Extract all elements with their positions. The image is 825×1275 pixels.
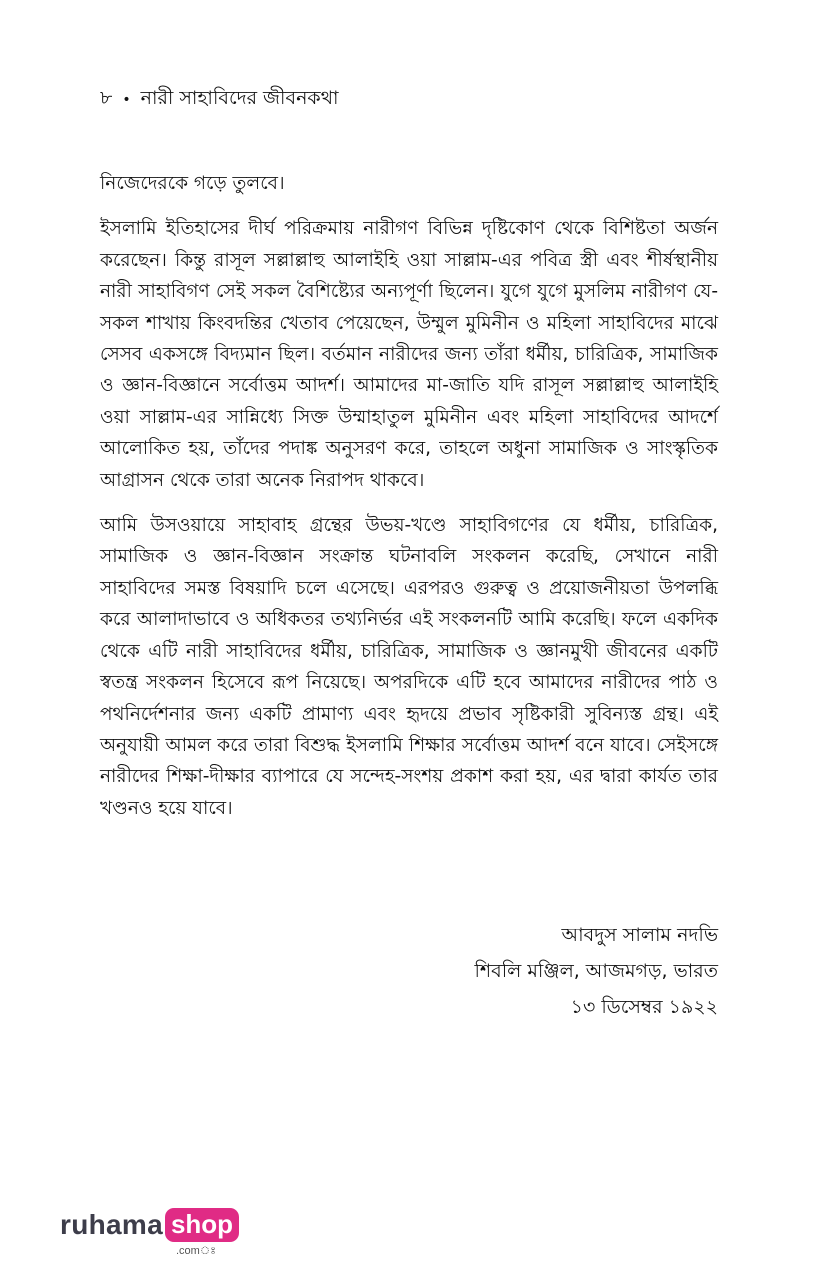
logo-shop-badge: shop	[165, 1208, 239, 1242]
body-text	[100, 168, 718, 838]
header-separator: •	[122, 92, 131, 108]
signature-date: ১৩ ডিসেম্বর ১৯২২	[570, 996, 718, 1018]
author-place: শিবলি মঞ্জিল, আজমগড়, ভারত	[474, 960, 718, 982]
author-name: আবদুস সালাম নদভি	[561, 924, 718, 946]
running-header	[100, 84, 339, 116]
paragraph-3: আমি উসওয়ায়ে সাহাবাহ গ্রন্থের উভয়-খণ্ডে সাহাবিগণের যে ধর্মীয়, চারিত্রিক, সামাজিক ও জ্ঞান-বিজ্ঞান সংক্রান্ত ঘটনাবলি সংকলন করেছি, সেখানে নারী সাহাবিদের সমস্ত বিষয়াদি চলে এসেছে। এরপরও গুরুত্ব ও প্রয়োজনীয়তা উপলব্ধি করে আলাদাভাবে ও অধিকতর তথ্যনির্ভর এই সংকলনটি আমি করেছি। ফলে একদিক থেকে এটি নারী সাহাবিদের ধর্মীয়, চারিত্রিক, সামাজিক ও জ্ঞানমুখী জীবনের একটি স্বতন্ত্র সংকলন হিসেবে রূপ নিয়েছে। অপরদিকে এটি হবে আমাদের নারীদের পাঠ ও পথনির্দেশনার জন্য একটি প্রামাণ্য এবং হৃদয়ে প্রভাব সৃষ্টিকারী সুবিন্যস্ত গ্রন্থ। এই অনুযায়ী আমল করে তারা বিশুদ্ধ ইসলামি শিক্ষার সর্বোত্তম আদর্শ বনে যাবে। সেইসঙ্গে নারীদের শিক্ষা-দীক্ষার ব্যাপারে যে সন্দেহ-সংশয় প্রকাশ করা হয়, এর দ্বারা কার্যত তার খণ্ডনও হয়ে যাবে।	[100, 515, 718, 819]
page-number: ৮	[100, 87, 113, 109]
signature-block	[474, 917, 718, 1025]
logo-domain-text: .comঃ	[176, 1245, 217, 1257]
paragraph-1: নিজেদেরকে গড়ে তুলবে।	[100, 173, 285, 194]
ruhamashop-logo	[60, 1208, 239, 1261]
paragraph-2: ইসলামি ইতিহাসের দীর্ঘ পরিক্রমায় নারীগণ বিভিন্ন দৃষ্টিকোণ থেকে বিশিষ্টতা অর্জন করেছেন। কিন্তু রাসূল সল্লাল্লাহু আলাইহি ওয়া সাল্লাম-এর পবিত্র স্ত্রী এবং শীর্ষস্থানীয় নারী সাহাবিগণ সেই সকল বৈশিষ্ট্যের অন্যপূর্ণা ছিলেন। যুগে যুগে মুসলিম নারীগণ যে-সকল শাখায় কিংবদন্তির খেতাব পেয়েছেন, উম্মুল মুমিনীন ও মহিলা সাহাবিদের মাঝে সেসব একসঙ্গে বিদ্যমান ছিল। বর্তমান নারীদের জন্য তাঁরা ধর্মীয়, চারিত্রিক, সামাজিক ও জ্ঞান-বিজ্ঞানে সর্বোত্তম আদর্শ। আমাদের মা-জাতি যদি রাসূল সল্লাল্লাহু আলাইহি ওয়া সাল্লাম-এর সান্নিধ্যে সিক্ত উম্মাহাতুল মুমিনীন এবং মহিলা সাহাবিদের আদর্শে আলোকিত হয়, তাঁদের পদাঙ্ক অনুসরণ করে, তাহলে অধুনা সামাজিক ও সাংস্কৃতিক আগ্রাসন থেকে তারা অনেক নিরাপদ থাকবে।	[100, 218, 718, 491]
book-title: নারী সাহাবিদের জীবনকথা	[140, 87, 339, 109]
logo-row	[60, 1208, 239, 1242]
logo-brand-text: ruhama	[60, 1209, 163, 1240]
